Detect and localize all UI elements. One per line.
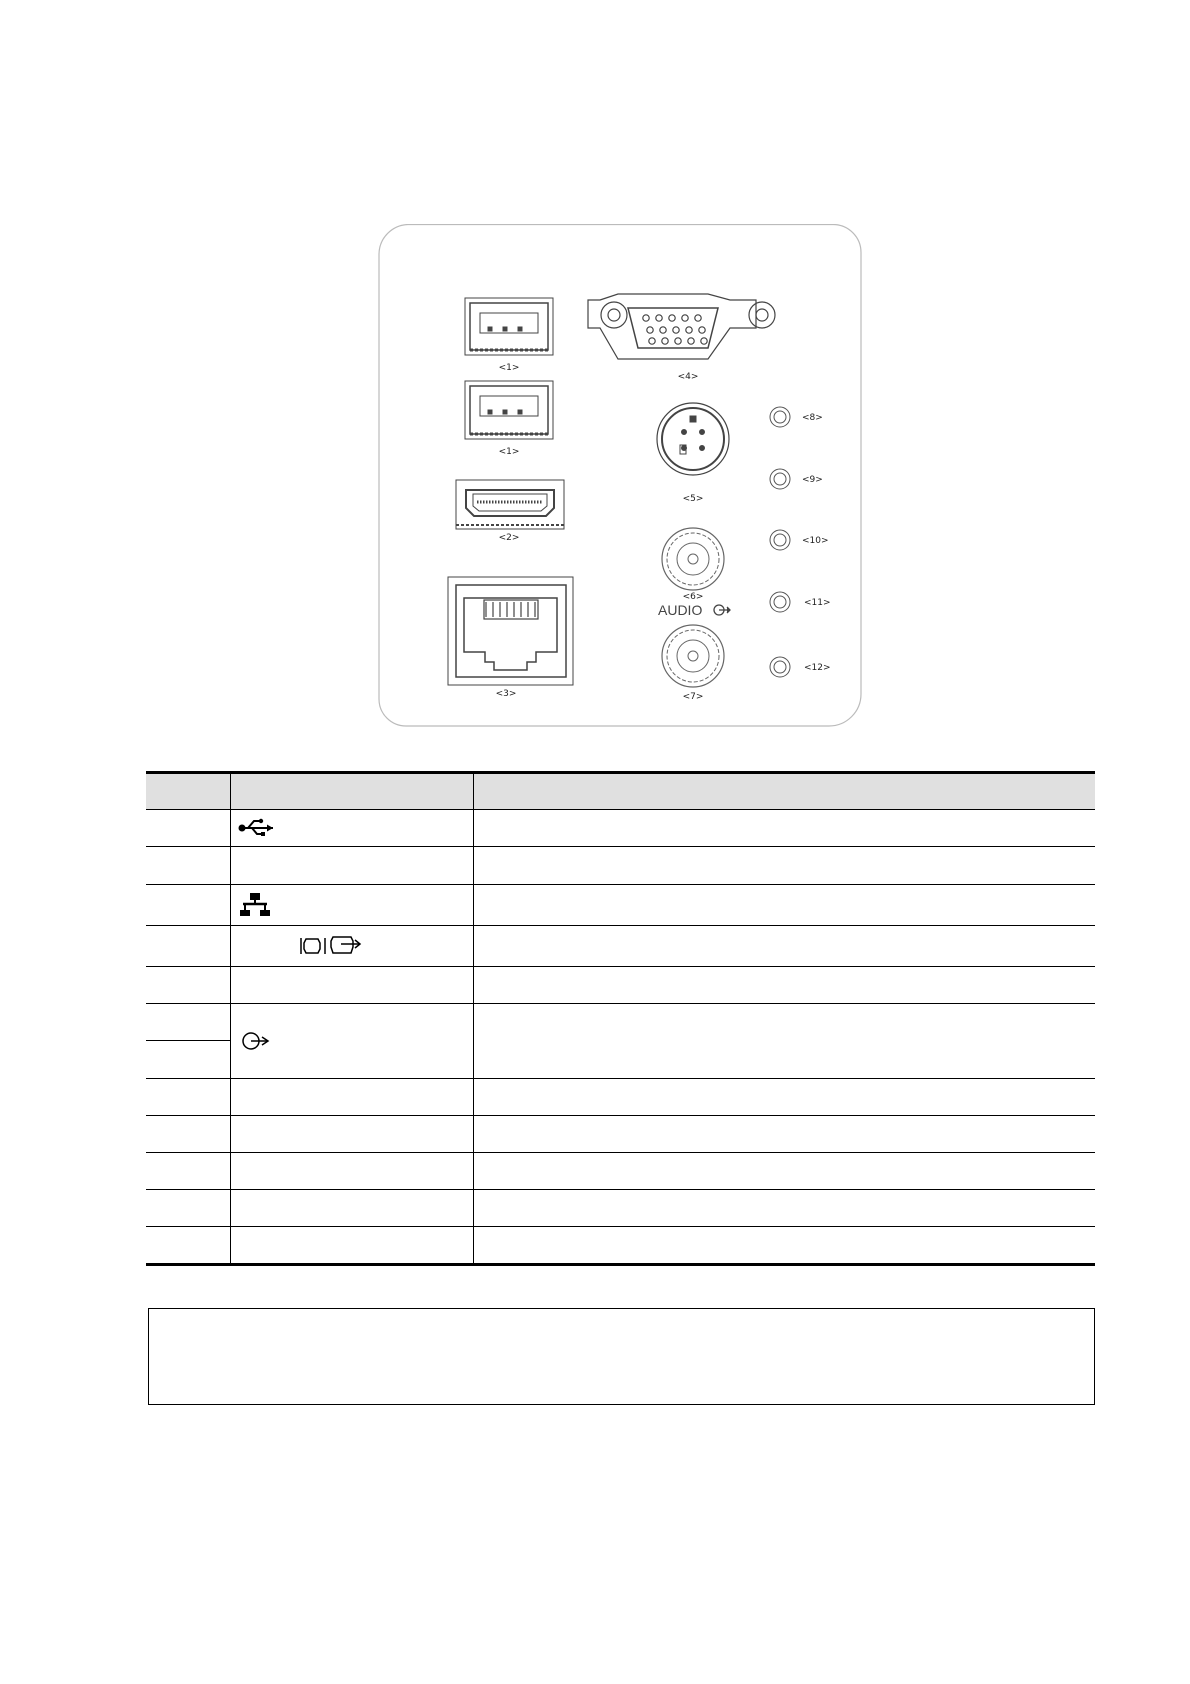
- header-cell-symbol: [230, 773, 473, 810]
- usb-port-1: [465, 298, 553, 355]
- table-row: [146, 1190, 1095, 1227]
- usb-port-2: [465, 381, 553, 439]
- table-cell: [230, 1227, 473, 1265]
- table-row: [146, 1116, 1095, 1153]
- table-cell: [230, 810, 473, 847]
- label-port-8: <8>: [802, 413, 823, 423]
- indicator-12: [770, 657, 790, 677]
- table-cell: [146, 1153, 230, 1190]
- table-cell: [146, 967, 230, 1004]
- label-port-9: <9>: [802, 475, 823, 485]
- label-port-5: <5>: [682, 494, 704, 504]
- table-row: [146, 1004, 1095, 1079]
- table-row: [146, 1227, 1095, 1265]
- header-cell-no: [146, 773, 230, 810]
- s-video-port: [657, 403, 729, 475]
- header-cell-function: [473, 773, 1095, 810]
- vga-port: [588, 294, 775, 359]
- table-row: [146, 1153, 1095, 1190]
- table-cell: [473, 1079, 1095, 1116]
- label-port-1a: <1>: [498, 363, 520, 373]
- audio-label: AUDIO: [658, 602, 703, 618]
- usb-icon: [237, 818, 277, 838]
- table-cell: [473, 847, 1095, 885]
- table-cell: [146, 1079, 230, 1116]
- table-cell: [146, 926, 230, 967]
- table-row: [146, 847, 1095, 885]
- audio-port-6: [662, 528, 724, 590]
- table-cell: [230, 847, 473, 885]
- note-box: [148, 1308, 1095, 1405]
- indicator-9: [770, 469, 790, 489]
- table-cell: [146, 1004, 230, 1079]
- table-cell: [473, 926, 1095, 967]
- label-port-1b: <1>: [498, 447, 520, 457]
- table-cell: [230, 967, 473, 1004]
- indicator-10: [770, 530, 790, 550]
- table-cell: [230, 1116, 473, 1153]
- panel-outline: [379, 225, 861, 727]
- table-cell: [473, 1227, 1095, 1265]
- connector-panel-diagram: [378, 224, 862, 727]
- label-port-12: <12>: [804, 663, 831, 673]
- hdmi-port: [456, 480, 564, 529]
- table-cell: [146, 1190, 230, 1227]
- label-port-7: <7>: [682, 692, 704, 702]
- table-cell: [473, 885, 1095, 926]
- table-cell: [146, 885, 230, 926]
- table-cell: [230, 1190, 473, 1227]
- label-port-4: <4>: [677, 372, 699, 382]
- table-row: [146, 926, 1095, 967]
- table-cell: [146, 810, 230, 847]
- table-header-row: [146, 773, 1095, 810]
- table-cell: [230, 1004, 473, 1079]
- label-port-2: <2>: [498, 533, 520, 543]
- table-cell: [230, 926, 473, 967]
- table-cell: [473, 810, 1095, 847]
- table-cell: [473, 1004, 1095, 1079]
- table-cell: [230, 1153, 473, 1190]
- indicator-8: [770, 407, 790, 427]
- audio-out-icon: [237, 1029, 277, 1053]
- table-cell: [230, 885, 473, 926]
- label-port-6: <6>: [682, 592, 704, 602]
- table-cell: [473, 1116, 1095, 1153]
- table-row: [146, 810, 1095, 847]
- table-cell: [473, 1190, 1095, 1227]
- split-cell-lower: [146, 1041, 230, 1078]
- split-cell-upper: [146, 1004, 230, 1041]
- table-cell: [230, 1079, 473, 1116]
- audio-port-7: [662, 625, 724, 687]
- indicator-11: [770, 592, 790, 612]
- network-port: [448, 577, 573, 685]
- table-row: [146, 885, 1095, 926]
- vga-out-icon: [237, 933, 397, 959]
- table-row: [146, 1079, 1095, 1116]
- table-cell: [473, 967, 1095, 1004]
- table-cell: [146, 1116, 230, 1153]
- table-cell: [146, 1227, 230, 1265]
- table-row: [146, 967, 1095, 1004]
- network-icon: [237, 892, 273, 918]
- label-port-3: <3>: [495, 689, 517, 699]
- port-spec-table: [146, 771, 1095, 1266]
- label-port-11: <11>: [804, 598, 831, 608]
- label-port-10: <10>: [802, 536, 829, 546]
- table-cell: [146, 847, 230, 885]
- table-cell: [473, 1153, 1095, 1190]
- audio-output-icon: [714, 605, 730, 615]
